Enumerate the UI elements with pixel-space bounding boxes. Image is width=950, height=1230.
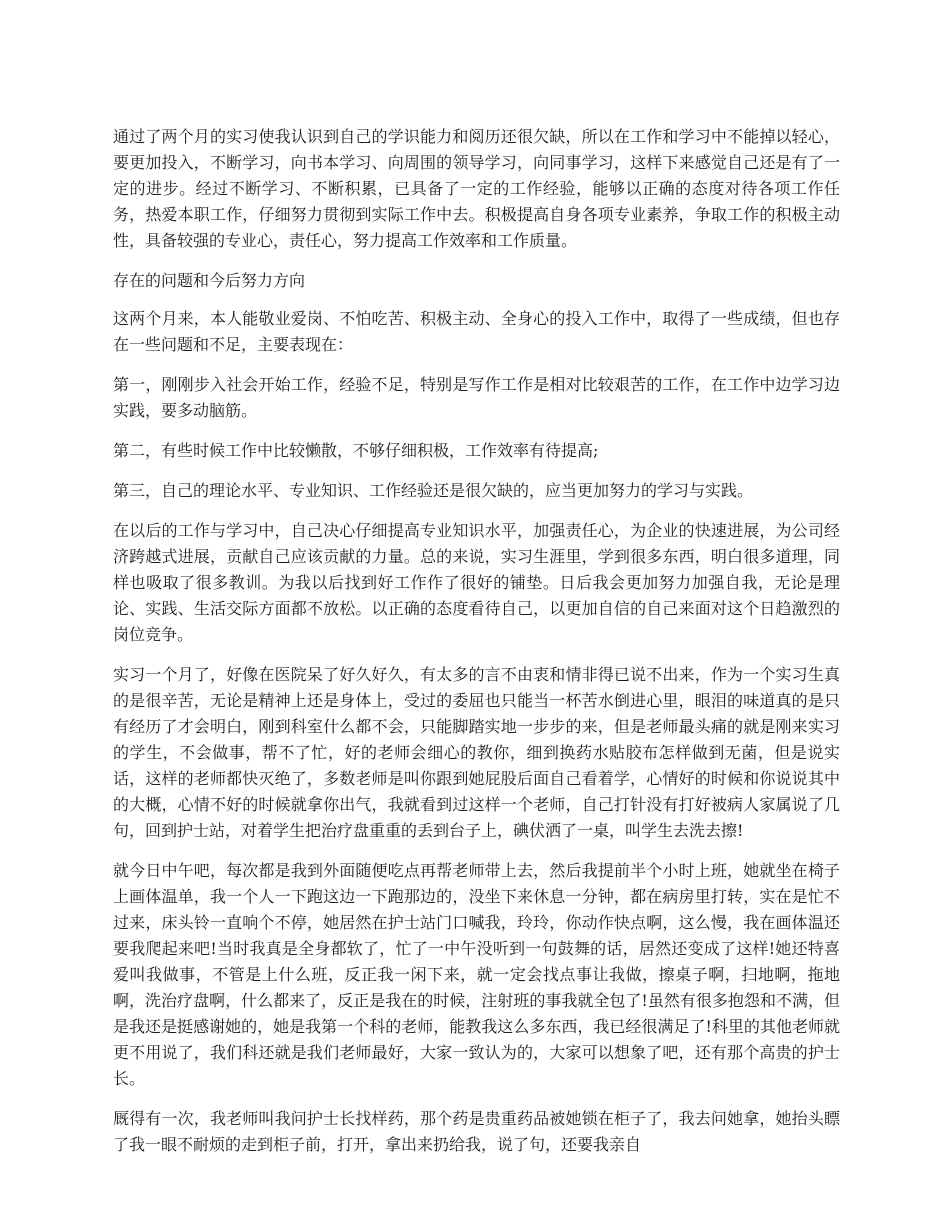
paragraph-today-noon: 就今日中午吧，每次都是我到外面随便吃点再帮老师带上去，然后我提前半个小时上班，她就坐在椅子上画体温单，我一个人一下跑这边一下跑那边的，没坐下来休息一分钟，都在病房里打转，实在是忙不过来，床头铃一直响个不停，她居然在护士站门口喊我，玲玲，你动作快点啊，这么慢，我在画体温还要我爬起来吧!当时我真是全身都软了，忙了一中午没听到一句鼓舞的话，居然还变成了这样!她还特喜爱叫我做事，不管是上什么班，反正我一闲下来，就一定会找点事让我做，擦桌子啊，扫地啊，拖地啊，洗治疗盘啊，什么都来了，反正是我在的时候，注射班的事我就全包了!虽然有很多抱怨和不满，但是我还是挺感谢她的，她是我第一个科的老师，能教我这么多东西，我已经很满足了!科里的其他老师就更不用说了，我们科还就是我们老师最好，大家一致认为的，大家可以想象了吧，还有那个高贵的护士长。 <box>113 861 840 1088</box>
paragraph-problems-intro: 这两个月来，本人能敬业爱岗、不怕吃苦、积极主动、全身心的投入工作中，取得了一些成绩，但也存在一些问题和不足，主要表现在： <box>113 309 840 354</box>
paragraph-problem-3: 第三，自己的理论水平、专业知识、工作经验还是很欠缺的，应当更加努力的学习与实践。 <box>113 481 754 500</box>
paragraph-internship-summary: 通过了两个月的实习使我认识到自己的学识能力和阅历还很欠缺，所以在工作和学习中不能掉以轻心，要更加投入，不断学习，向书本学习、向周围的领导学习，向同事学习，这样下来感觉自己还是有了一定的进步。经过不断学习、不断积累，已具备了一定的工作经验，能够以正确的态度对待各项工作任务，热爱本职工作，仔细努力贯彻到实际工作中去。积极提高自身各项专业素养，争取工作的积极主动性，具备较强的专业心，责任心，努力提高工作效率和工作质量。 <box>113 127 840 250</box>
paragraph-problem-2: 第二，有些时候工作中比较懒散，不够仔细积极，工作效率有待提高; <box>113 441 599 460</box>
paragraph-future-plans: 在以后的工作与学习中，自己决心仔细提高专业知识水平，加强责任心，为企业的快速进展，为公司经济跨越式进展，贡献自己应该贡献的力量。总的来说，实习生涯里，学到很多东西，明白很多道理，同样也吸取了很多教训。为我以后找到好工作作了很好的铺垫。日后我会更加努力加强自我，无论是理论、实践、生活交际方面都不放松。以正确的态度看待自己，以更加自信的自己来面对这个日趋激烈的岗位竞争。 <box>113 521 840 644</box>
section-heading-problems: 存在的问题和今后努力方向 <box>113 271 306 290</box>
document-page <box>113 124 840 1172</box>
paragraph-problem-1: 第一，刚刚步入社会开始工作，经验不足，特别是写作工作是相对比较艰苦的工作，在工作中边学习边实践，要多动脑筋。 <box>113 375 840 420</box>
paragraph-hospital-experience: 实习一个月了，好像在医院呆了好久好久，有太多的言不由衷和情非得已说不出来，作为一个实习生真的是很辛苦，无论是精神上还是身体上，受过的委屈也只能当一杯苦水倒进心里，眼泪的味道真的是只有经历了才会明白，刚到科室什么都不会，只能脚踏实地一步步的来，但是老师最头痛的就是刚来实习的学生，不会做事，帮不了忙，好的老师会细心的教你，细到换药水贴胶布怎样做到无菌，但是说实话，这样的老师都快灭绝了，多数老师是叫你跟到她屁股后面自己看着学，心情好的时候和你说说其中的大概，心情不好的时候就拿你出气，我就看到过这样一个老师，自己打针没有打好被病人家属说了几句，回到护士站，对着学生把治疗盘重重的丢到台子上，碘伏洒了一桌，叫学生去洗去擦! <box>113 665 840 840</box>
paragraph-medicine-story: 厩得有一次，我老师叫我问护士长找样药，那个药是贵重药品被她锁在柜子了，我去问她拿，她抬头瞟了我一眼不耐烦的走到柜子前，打开，拿出来扔给我，说了句，还要我亲自 <box>113 1109 840 1154</box>
